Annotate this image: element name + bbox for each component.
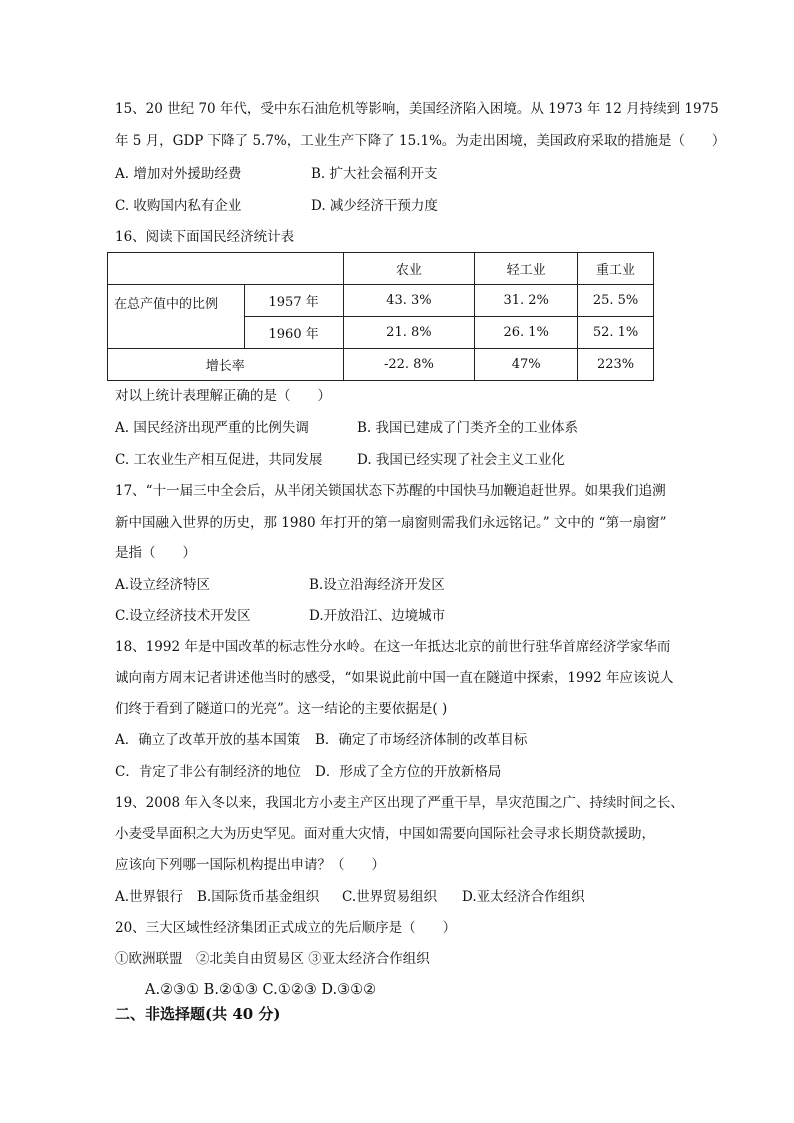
q16-options-row1 — [115, 418, 715, 438]
q18-option-b[interactable]: B．确定了市场经济体制的改革目标 — [315, 732, 528, 748]
q19-stem-line1: 19、2008 年入冬以来，我国北方小麦主产区出现了严重干旱，旱灾范围之广、持续时间之长、 — [115, 795, 684, 811]
q16-option-c[interactable]: C. 工农业生产相互促进，共同发展 — [115, 452, 323, 468]
q20-items: ①欧洲联盟 ②北美自由贸易区 ③亚太经济合作组织 — [115, 951, 430, 967]
q17-stem-line1: 17、“十一届三中全会后，从半闭关锁国状态下苏醒的中国快马加鞭追赶世界。如果我们追溯 — [115, 483, 666, 499]
q16-option-b[interactable]: B. 我国已建成了门类齐全的工业体系 — [357, 420, 579, 436]
q19-options-row — [115, 887, 715, 907]
table-cell: 52. 1% — [578, 317, 654, 349]
q15-option-d[interactable]: D. 减少经济干预力度 — [311, 198, 438, 214]
header-heavy-industry: 重工业 — [578, 253, 654, 285]
header-agriculture: 农业 — [343, 253, 475, 285]
q16-title: 16、阅读下面国民经济统计表 — [115, 229, 295, 245]
q15-stem-line1: 15、20 世纪 70 年代，受中东石油危机等影响，美国经济陷入困境。从 1973 年 12 月持续到 1975 — [115, 101, 719, 117]
q19-stem-line2: 小麦受旱面积之大为历史罕见。面对重大灾情，中国如需要向国际社会寻求长期贷款援助， — [115, 826, 655, 842]
q18-stem-line3: 们终于看到了隧道口的光亮”。这一结论的主要依据是( ) — [115, 701, 448, 717]
q19-stem-line3: 应该向下列哪一国际机构提出申请？（ ） — [115, 857, 385, 873]
q18-stem-line2: 诚向南方周末记者讲述他当时的感受，“如果说此前中国一直在隧道中探索，1992 年应该说人 — [115, 670, 674, 686]
row-label-share: 在总产值中的比例 — [108, 285, 245, 349]
table-cell: 21. 8% — [343, 317, 475, 349]
table-cell: 26. 1% — [475, 317, 578, 349]
row-label-growth: 增长率 — [108, 349, 344, 381]
table-corner-cell — [108, 253, 344, 285]
q16-options-row2 — [115, 450, 715, 470]
q17-option-c[interactable]: C.设立经济技术开发区 — [115, 608, 251, 624]
q19-option-d[interactable]: D.亚太经济合作组织 — [462, 889, 585, 905]
q17-option-b[interactable]: B.设立沿海经济开发区 — [309, 577, 445, 593]
q18-stem-line1: 18、1992 年是中国改革的标志性分水岭。在这一年抵达北京的前世行驻华首席经济学家华而 — [115, 639, 671, 655]
economy-stats-table — [107, 252, 654, 381]
table-row — [108, 285, 654, 317]
year-1957: 1957 年 — [244, 285, 343, 317]
q19-option-c[interactable]: C.世界贸易组织 — [342, 889, 438, 905]
q15-options-row1 — [115, 164, 715, 184]
q18-option-a[interactable]: A．确立了改革开放的基本国策 — [115, 732, 301, 748]
section-heading: 二、非选择题(共 40 分) — [115, 1005, 281, 1023]
q18-option-c[interactable]: C．肯定了非公有制经济的地位 — [115, 764, 301, 780]
q17-option-a[interactable]: A.设立经济特区 — [115, 577, 211, 593]
table-cell: 223% — [578, 349, 654, 381]
table-header-row — [108, 253, 654, 285]
q15-option-c[interactable]: C. 收购国内私有企业 — [115, 198, 242, 214]
header-light-industry: 轻工业 — [475, 253, 578, 285]
q16-option-d[interactable]: D. 我国已经实现了社会主义工业化 — [357, 452, 565, 468]
q17-option-d[interactable]: D.开放沿江、边境城市 — [309, 608, 446, 624]
q19-option-b[interactable]: B.国际货币基金组织 — [197, 889, 320, 905]
table-cell: -22. 8% — [343, 349, 475, 381]
q15-options-row2 — [115, 196, 715, 216]
q18-options-row1 — [115, 730, 715, 750]
table-cell: 47% — [475, 349, 578, 381]
q15-stem-line2: 年 5 月，GDP 下降了 5.7%，工业生产下降了 15.1%。为走出困境，美国政府采取的措施是（ ） — [115, 133, 726, 149]
table-cell: 25. 5% — [578, 285, 654, 317]
table-cell: 43. 3% — [343, 285, 475, 317]
table-cell: 31. 2% — [475, 285, 578, 317]
q17-stem-line3: 是指（ ） — [115, 545, 196, 561]
q20-options[interactable]: A.②③① B.②①③ C.①②③ D.③①② — [145, 982, 377, 998]
q15-option-a[interactable]: A. 增加对外援助经费 — [115, 166, 242, 182]
q17-options-row1 — [115, 575, 715, 595]
q15-option-b[interactable]: B. 扩大社会福利开支 — [311, 166, 438, 182]
q16-option-a[interactable]: A. 国民经济出现严重的比例失调 — [115, 420, 309, 436]
table-row — [108, 349, 654, 381]
year-1960: 1960 年 — [244, 317, 343, 349]
q20-stem: 20、三大区域性经济集团正式成立的先后顺序是（ ） — [115, 920, 457, 936]
q18-option-d[interactable]: D．形成了全方位的开放新格局 — [315, 764, 502, 780]
q17-stem-line2: 新中国融入世界的历史，那 1980 年打开的第一扇窗则需我们永远铭记。” 文中的 “第一扇窗” — [115, 515, 667, 531]
q19-option-a[interactable]: A.世界银行 — [115, 889, 184, 905]
q16-prompt: 对以上统计表理解正确的是（ ） — [115, 388, 331, 404]
q17-options-row2 — [115, 606, 715, 626]
q18-options-row2 — [115, 762, 715, 782]
